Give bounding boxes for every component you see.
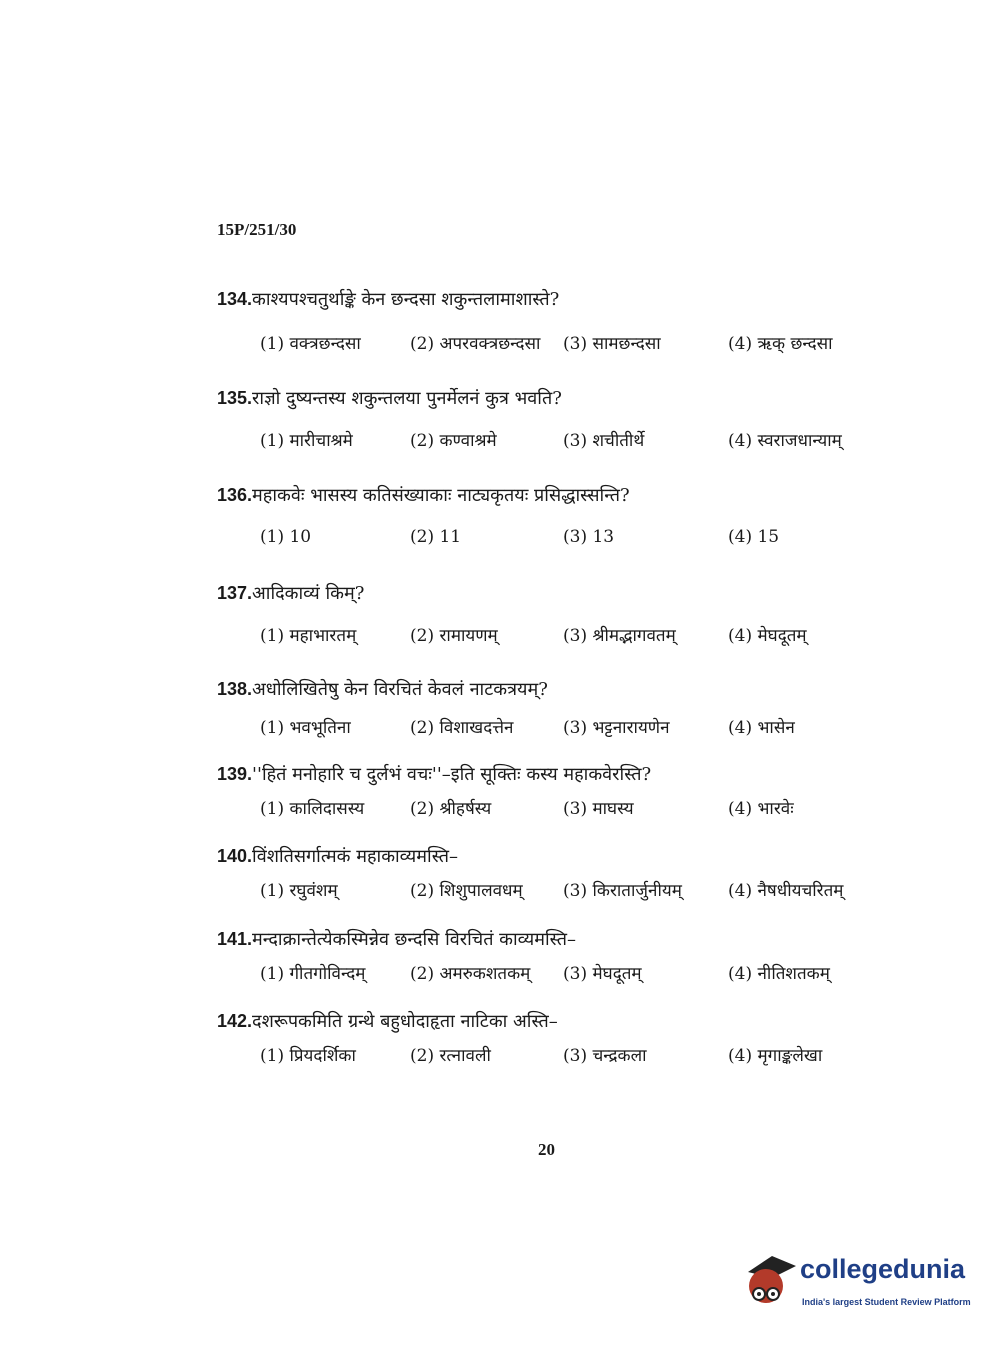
option-1: (1) गीतगोविन्दम् [260,964,366,984]
question-line [217,287,917,311]
question-text: राज्ञो दुष्यन्तस्य शकुन्तलया पुनर्मेलनं कुत्र भवति? [252,388,562,409]
question-line [217,677,917,701]
question-line [217,927,917,951]
option-3: (3) 13 [563,527,615,547]
question-text: अधोलिखितेषु केन विरचितं केवलं नाटकत्रयम्? [252,679,548,700]
question-line [217,1009,917,1033]
question-line [217,581,917,605]
question-number: 138. [217,679,253,699]
question-number: 141. [217,929,253,949]
option-4: (4) 15 [728,527,780,547]
option-4: (4) मेघदूतम् [728,626,807,646]
option-3: (3) चन्द्रकला [563,1046,647,1066]
question-142 [217,1009,917,1069]
options [217,527,917,553]
collegedunia-watermark [742,1250,972,1314]
question-138 [217,677,917,741]
question-text: विंशतिसर्गात्मकं महाकाव्यमस्ति– [252,846,458,867]
question-number: 135. [217,388,253,408]
option-3: (3) मेघदूतम् [563,964,642,984]
question-line [217,762,917,786]
option-1: (1) महाभारतम् [260,626,357,646]
question-number: 136. [217,485,253,505]
question-136 [217,483,917,553]
option-1: (1) मारीचाश्रमे [260,431,353,451]
option-2: (2) विशाखदत्तेन [410,718,514,738]
question-139 [217,762,917,822]
option-2: (2) कण्वाश्रमे [410,431,497,451]
question-number: 142. [217,1011,253,1031]
question-text: काश्यपश्चतुर्थाङ्के केन छन्दसा शकुन्तलामाशास्ते? [252,289,560,310]
option-2: (2) रत्नावली [410,1046,491,1066]
option-2: (2) 11 [410,527,462,547]
question-line [217,483,917,507]
option-4: (4) भारवेः [728,799,794,819]
question-141 [217,927,917,987]
question-text: आदिकाव्यं किम्? [252,583,365,604]
options [217,961,917,987]
brand-name: collegedunia [800,1254,966,1284]
question-text: महाकवेः भासस्य कतिसंख्याकाः नाट्यकृतयः प्रसिद्धास्सन्ति? [252,485,630,506]
brand-tagline: India's largest Student Review Platform [802,1297,971,1307]
option-3: (3) भट्टनारायणेन [563,718,670,738]
question-137 [217,581,917,649]
question-number: 140. [217,846,253,866]
option-2: (2) अपरवक्त्रछन्दसा [410,334,541,354]
option-4: (4) नैषधीयचरितम् [728,881,844,901]
option-3: (3) श्रीमद्भागवतम् [563,626,676,646]
option-3: (3) माघस्य [563,799,634,819]
option-4: (4) भासेन [728,718,795,738]
option-2: (2) अमरुकशतकम् [410,964,531,984]
mascot-icon [742,1250,798,1310]
option-1: (1) प्रियदर्शिका [260,1046,356,1066]
question-134 [217,287,917,357]
paper-code: 15P/251/30 [217,220,297,239]
options [217,428,917,454]
option-1: (1) रघुवंशम् [260,881,338,901]
options [217,331,917,357]
question-140 [217,844,917,904]
question-number: 134. [217,289,253,309]
question-text: ''हितं मनोहारि च दुर्लभं वचः''–इति सूक्तिः कस्य महाकवेरस्ति? [252,764,652,785]
option-3: (3) किरातार्जुनीयम् [563,881,682,901]
question-line [217,844,917,868]
option-4: (4) स्वराजधान्याम् [728,431,842,451]
option-4: (4) नीतिशतकम् [728,964,830,984]
option-2: (2) शिशुपालवधम् [410,881,523,901]
option-1: (1) 10 [260,527,312,547]
option-3: (3) शचीतीर्थे [563,431,645,451]
question-135 [217,386,917,454]
question-text: मन्दाक्रान्तेत्येकस्मिन्नेव छन्दसि विरचितं काव्यमस्ति– [252,929,576,950]
option-2: (2) श्रीहर्षस्य [410,799,492,819]
option-4: (4) ऋक् छन्दसा [728,334,833,354]
page-number: 20 [538,1140,555,1159]
option-1: (1) कालिदासस्य [260,799,365,819]
options [217,1043,917,1069]
question-line [217,386,917,410]
options [217,623,917,649]
options [217,796,917,822]
options [217,878,917,904]
option-3: (3) सामछन्दसा [563,334,661,354]
option-1: (1) वक्त्रछन्दसा [260,334,361,354]
option-1: (1) भवभूतिना [260,718,351,738]
question-number: 137. [217,583,253,603]
question-text: दशरूपकमिति ग्रन्थे बहुधोदाहृता नाटिका अस्ति– [252,1011,558,1032]
question-number: 139. [217,764,253,784]
option-4: (4) मृगाङ्कलेखा [728,1046,823,1066]
option-2: (2) रामायणम् [410,626,498,646]
options [217,715,917,741]
